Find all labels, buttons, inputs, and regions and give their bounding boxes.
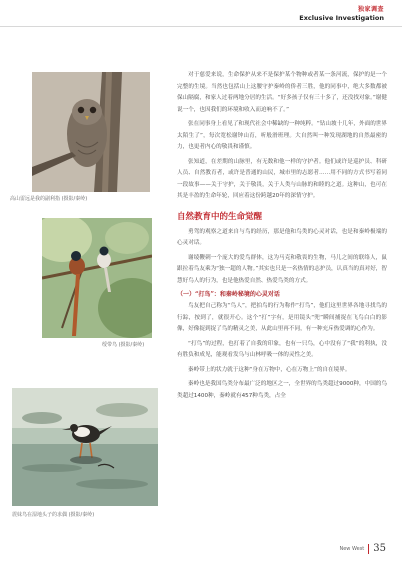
waterbird-photo (12, 388, 158, 506)
article-body (177, 70, 387, 402)
paragraph: 秦岭带上的状力就于这种“身在万物中，心在万物上”的自在境界。 (188, 366, 351, 373)
flycatcher-photo (42, 218, 152, 338)
paragraph: 秦岭也是我国鸟类分布最广泛的地区之一，全世界的鸟类超过9000种，中国的鸟类超过1400种，秦岭就有457种鸟类，占全 (177, 381, 387, 399)
subsection-title: （一）“打鸟”：和秦岭秘境的心灵对话 (177, 291, 280, 298)
section-label-en: Exclusive Investigation (299, 14, 384, 22)
section-label-cn: 独家调查 (357, 6, 384, 13)
section-title: 自然教育中的生命觉醒 (177, 211, 263, 222)
section-header (299, 6, 384, 22)
paragraph: 鸟友把自己称为“鸟人”，把拍鸟的行为称作“打鸟”，他们这里世界各地寻找鸟的行踪，按到了，就很开心。这个“打”字有，是用镜头“兜”瞬间捕捉在飞鸟白白的影像，好像捉到捉了鸟的精灵之美，从此山里再不同，有一种充斥热爱调的心作为。 (177, 303, 387, 332)
page-number: 35 (373, 543, 386, 554)
footer-divider (368, 544, 369, 554)
paragraph: 张知道，在差期的山脉里，有无数和他一样的守护者。他们或许是巡护员、科研人员、自然教育者，或许是普通的山民，城市里的志愿者……用不同的方式书写着同一段故事——关于守护，关于敬畏，关于人类与山脉的和睦的之道。这种山，也可在其是丰盈的生命年轮，回应着这份跨越20年的深情守护。 (177, 158, 387, 199)
paragraph: “打鸟”的过程，也打着了自我的印象，也有一只鸟，心中没有了“我”的利执，没有胜负和成见，能观看发乌与山林呼吸一体的灵性之美。 (177, 340, 387, 358)
paragraph: 谢绫鞭刺一个庞大的爱鸟群体，这为马克和敬畏的生物，马儿之间的联络人，鼠跟拉着鸟友乘为“独一超的人物。”其实也只是一名热情的志护员，认真当的真对好，智慧好鸟人的行为，也是他热爱自然、热爱鸟类的方式。 (177, 254, 387, 284)
magazine-name: New West (339, 545, 365, 552)
owl-photo (32, 72, 150, 192)
paragraph: 张在同事身上看见了和现代社会中稀缺的一种纯粹。“钻山坡十几年，外面的世界太陌生了”，每次宽松谢钟山育，听般滑班理。大自然叫一种发现湖地的自然最密的力，也更者内心的敬畏和谨慎。 (177, 121, 387, 150)
waterbird-photo-graphic (12, 388, 158, 506)
owl-photo-caption: 高山雷远是我的副利指 (摄影/秦岭) (10, 196, 88, 202)
page-footer (339, 543, 386, 554)
waterbird-photo-caption: 震妹鸟在湿地头子的求偶 (摄影/秦岭) (12, 512, 95, 518)
header-divider (0, 26, 402, 27)
flycatcher-photo-graphic (42, 218, 152, 338)
paragraph: 对于慈爱来说，生命保护从来不是保护某个物种或者某一条河流，保护的是一个完整的生境。当然也包括山上这腰守护秦岭的侨者三胜，他的同事中，绝大多数都被保山隔腐，和家人过着两地分居的生活。“好多孩子仅有三十多了，还没找对象。”谢健说一个，也因我们的环境和收入而迫响不了。” (177, 72, 387, 113)
flycatcher-photo-caption: 绶带鸟 (摄影/秦岭) (102, 342, 145, 348)
paragraph: 勇驾的观察之道来自与鸟的经历，那是他和鸟类的心灵对话，也是和秦岭极端的心灵对话。 (177, 228, 387, 246)
owl-photo-graphic (32, 72, 150, 192)
